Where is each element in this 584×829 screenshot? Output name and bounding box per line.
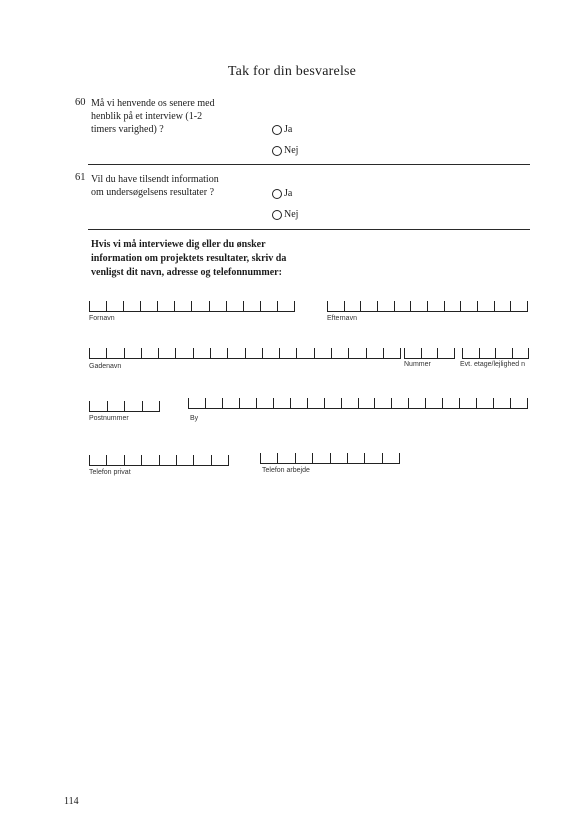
question-61-number: 61 (75, 172, 86, 183)
efternavn-label: Efternavn (327, 315, 357, 322)
question-60-line: Må vi henvende os senere med (91, 98, 215, 109)
radio-circle-icon[interactable] (272, 210, 282, 220)
radio-circle-icon[interactable] (272, 125, 282, 135)
by-input-boxes[interactable] (188, 398, 528, 409)
telefon-arbejde-label: Telefon arbejde (262, 467, 310, 474)
question-60-text (91, 97, 215, 136)
question-61-line: Vil du have tilsendt information (91, 174, 219, 185)
question-61-text (91, 173, 219, 199)
page-title: Tak for din besvarelse (227, 64, 357, 79)
option-label: Nej (284, 209, 299, 220)
by-label: By (190, 415, 199, 422)
telefon-arbejde-input-boxes[interactable] (260, 453, 400, 464)
question-60-option-nej[interactable] (272, 145, 298, 156)
question-60-line: henblik på et interview (1-2 (91, 111, 203, 122)
instruction-line: Hvis vi må interviewe dig eller du ønsker (91, 239, 266, 250)
divider (88, 164, 530, 165)
instruction-line: venligst dit navn, adresse og telefonnummer: (91, 267, 282, 278)
fornavn-label: Fornavn (89, 315, 115, 322)
question-61-option-nej[interactable] (272, 209, 298, 220)
telefon-privat-input-boxes[interactable] (89, 455, 229, 466)
option-label: Nej (284, 145, 299, 156)
postnummer-input-boxes[interactable] (89, 401, 160, 412)
page-number: 114 (64, 796, 79, 807)
option-label: Ja (284, 188, 293, 199)
etage-input-boxes[interactable] (462, 348, 529, 359)
radio-circle-icon[interactable] (272, 189, 282, 199)
nummer-input-boxes[interactable] (404, 348, 455, 359)
contact-instruction (91, 238, 286, 280)
question-60-line: timers varighed) ? (91, 124, 164, 135)
question-60-option-ja[interactable] (272, 124, 292, 135)
nummer-label: Nummer (404, 361, 431, 368)
question-61-line: om undersøgelsens resultater ? (91, 187, 215, 198)
postnummer-label: Postnummer (89, 415, 129, 422)
gadenavn-input-boxes[interactable] (89, 348, 401, 359)
divider (88, 229, 530, 230)
etage-label: Evt. etage/lejlighed n (460, 361, 525, 368)
telefon-privat-label: Telefon privat (89, 469, 131, 476)
option-label: Ja (284, 124, 293, 135)
question-60-number: 60 (75, 97, 86, 108)
question-61-option-ja[interactable] (272, 188, 292, 199)
efternavn-input-boxes[interactable] (327, 301, 528, 312)
fornavn-input-boxes[interactable] (89, 301, 295, 312)
instruction-line: information om projektets resultater, skriv da (91, 253, 287, 264)
gadenavn-label: Gadenavn (89, 363, 122, 370)
radio-circle-icon[interactable] (272, 146, 282, 156)
